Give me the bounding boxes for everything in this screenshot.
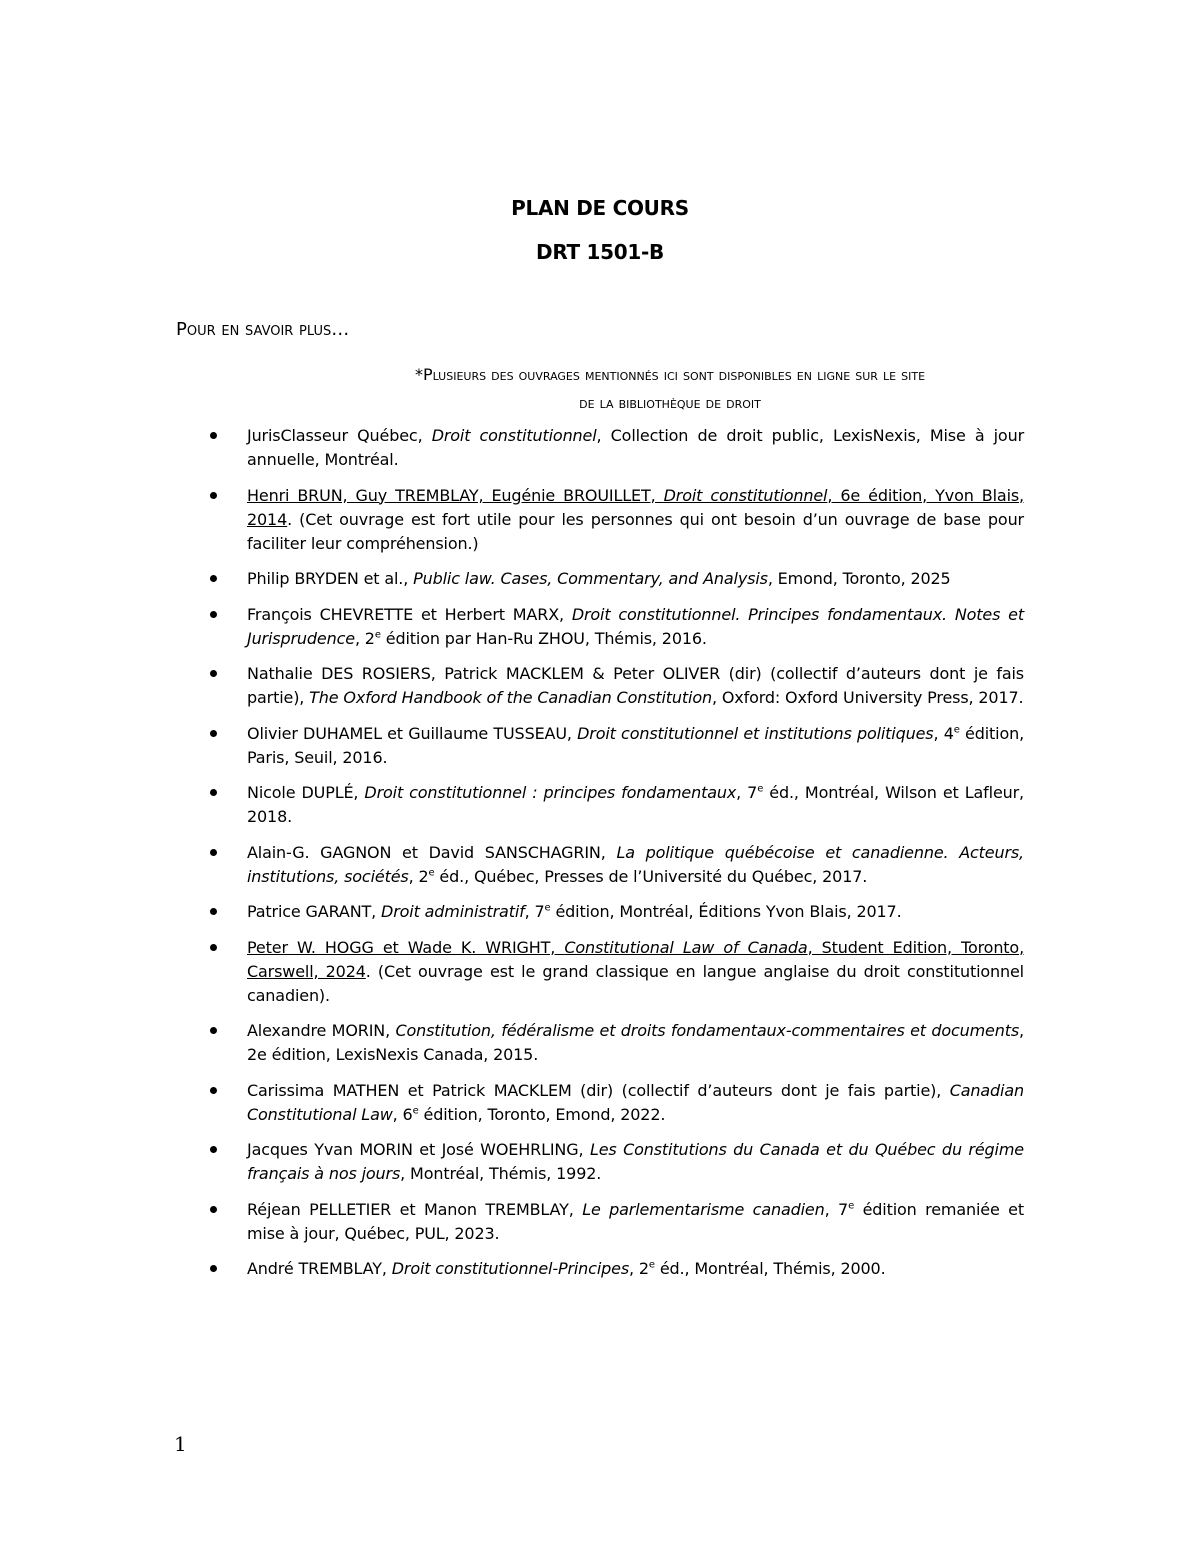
reference-authors: Carissima MATHEN et Patrick MACKLEM (dir) (collectif d’auteurs dont je fais partie), — [247, 1080, 950, 1100]
reference-list — [204, 424, 1024, 1293]
reference-edition: éd., Montréal, Thémis, 2000. — [654, 1259, 886, 1278]
reference-superscript: e — [412, 1105, 419, 1117]
reference-author-link[interactable]: Peter W. HOGG et Wade K. WRIGHT, — [247, 937, 565, 957]
reference-title: Public law. Cases, Commentary, and Analysis — [413, 569, 768, 588]
reference-item — [204, 722, 1024, 770]
reference-comment: . (Cet ouvrage est le grand classique en langue anglaise du droit constitutionnel canadien). — [247, 961, 1024, 1005]
bullet-icon — [210, 1265, 217, 1272]
reference-publication-link[interactable]: , Student Edition, Toronto, Carswell, 2024 — [247, 937, 1025, 981]
reference-details: , 7 — [824, 1199, 849, 1219]
reference-author-link[interactable]: Henri BRUN, Guy TREMBLAY, Eugénie BROUILLET, — [247, 485, 664, 505]
reference-item — [204, 1079, 1024, 1127]
availability-note — [300, 361, 1040, 417]
document-title: PLAN DE COURS — [511, 196, 689, 220]
reference-edition: éd., Québec, Presses de l’Université du Québec, 2017. — [434, 866, 868, 886]
reference-title: La politique québécoise et canadienne. Acteurs, institutions, sociétés — [247, 842, 1024, 886]
bullet-icon — [210, 1146, 217, 1153]
reference-authors: JurisClasseur Québec, — [247, 426, 432, 445]
reference-edition: édition par Han-Ru ZHOU, Thémis, 2016. — [380, 628, 707, 648]
reference-item — [204, 900, 1024, 924]
availability-note-line-2: de la bibliothèque de droit — [579, 393, 761, 412]
reference-item — [204, 567, 1024, 591]
reference-authors: Alexandre MORIN, — [247, 1021, 396, 1040]
reference-details: , 2e édition, LexisNexis Canada, 2015. — [247, 1021, 1024, 1064]
reference-authors: Patrice GARANT, — [247, 902, 382, 921]
reference-superscript: e — [544, 902, 551, 914]
reference-details: , Oxford: Oxford University Press, 2017. — [711, 688, 1024, 707]
reference-authors: Philip BRYDEN et al., — [247, 569, 414, 588]
bullet-icon — [210, 1087, 217, 1094]
reference-authors: Nicole DUPLÉ, — [247, 783, 365, 802]
bullet-icon — [210, 789, 217, 796]
reference-title-link[interactable]: Droit constitutionnel — [663, 485, 828, 505]
reference-title: Droit constitutionnel-Principes — [391, 1259, 629, 1278]
reference-details: , Emond, Toronto, 2025 — [767, 569, 951, 588]
reference-details: , 6 — [392, 1104, 413, 1124]
bullet-icon — [210, 730, 217, 737]
bullet-icon — [210, 1027, 217, 1034]
reference-superscript: e — [648, 1259, 655, 1271]
reference-details: , 2 — [354, 628, 375, 648]
reference-details: , 7 — [524, 902, 545, 921]
reference-superscript: e — [848, 1200, 855, 1212]
reference-edition: édition remaniée et mise à jour, Québec, PUL, 2023. — [247, 1199, 1024, 1243]
reference-title: Canadian Constitutional Law — [247, 1080, 1024, 1124]
reference-item — [204, 603, 1024, 651]
bullet-icon — [210, 492, 217, 499]
reference-title: The Oxford Handbook of the Canadian Constitution — [309, 688, 712, 707]
reference-item — [204, 484, 1024, 556]
reference-authors: François CHEVRETTE et Herbert MARX, — [247, 604, 572, 624]
reference-authors: Jacques Yvan MORIN et José WOEHRLING, — [247, 1140, 590, 1159]
bullet-icon — [210, 575, 217, 582]
reference-edition: édition, Toronto, Emond, 2022. — [418, 1104, 666, 1124]
reference-authors: Olivier DUHAMEL et Guillaume TUSSEAU, — [247, 723, 578, 743]
reference-item — [204, 1257, 1024, 1281]
reference-title: Droit constitutionnel : principes fondamentaux — [364, 783, 737, 802]
section-heading: Pour en savoir plus… — [176, 319, 350, 340]
reference-item — [204, 1019, 1024, 1067]
reference-publication-link[interactable]: , 6e édition, Yvon Blais, 2014 — [247, 485, 1024, 529]
reference-details: , Collection de droit public, LexisNexis, Mise à jour annuelle, Montréal. — [247, 426, 1024, 469]
page-number: 1 — [174, 1432, 187, 1456]
course-code: DRT 1501-B — [536, 240, 664, 264]
reference-details: , 2 — [408, 866, 429, 886]
reference-item — [204, 424, 1024, 472]
bullet-icon — [210, 432, 217, 439]
bullet-icon — [210, 670, 217, 677]
bullet-icon — [210, 944, 217, 951]
reference-details: , 4 — [933, 723, 954, 743]
bullet-icon — [210, 611, 217, 618]
reference-superscript: e — [374, 629, 381, 641]
reference-item — [204, 936, 1024, 1008]
reference-authors: André TREMBLAY, — [247, 1259, 392, 1278]
reference-title: Le parlementarisme canadien — [582, 1199, 825, 1219]
bullet-icon — [210, 849, 217, 856]
reference-item — [204, 662, 1024, 710]
reference-comment: . (Cet ouvrage est fort utile pour les personnes qui ont besoin d’un ouvrage de base pour faciliter leur compréhension.) — [247, 509, 1024, 553]
reference-title: Droit constitutionnel et institutions politiques — [577, 723, 934, 743]
reference-item — [204, 841, 1024, 889]
reference-details: , 7 — [736, 783, 758, 802]
reference-edition: édition, Paris, Seuil, 2016. — [247, 723, 1025, 767]
reference-edition: éd., Montréal, Wilson et Lafleur, 2018. — [247, 783, 1024, 826]
reference-superscript: e — [428, 867, 435, 879]
reference-authors: Réjean PELLETIER et Manon TREMBLAY, — [247, 1199, 583, 1219]
reference-edition: édition, Montréal, Éditions Yvon Blais, 2017. — [550, 902, 902, 921]
reference-item — [204, 781, 1024, 829]
reference-title: Constitution, fédéralisme et droits fondamentaux-commentaires et documents — [395, 1021, 1020, 1040]
bullet-icon — [210, 908, 217, 915]
reference-details: , Montréal, Thémis, 1992. — [400, 1164, 602, 1183]
reference-title-link[interactable]: Constitutional Law of Canada — [564, 937, 808, 957]
reference-superscript: e — [953, 724, 960, 736]
reference-item — [204, 1138, 1024, 1186]
reference-title: Droit constitutionnel — [431, 426, 597, 445]
availability-note-line-1: *Plusieurs des ouvrages mentionnés ici sont disponibles en ligne sur le site — [414, 365, 926, 384]
bullet-icon — [210, 1206, 217, 1213]
reference-item — [204, 1198, 1024, 1246]
reference-details: , 2 — [629, 1259, 649, 1278]
reference-title: Droit administratif — [381, 902, 525, 921]
reference-title: Les Constitutions du Canada et du Québec du régime français à nos jours — [247, 1140, 1024, 1183]
reference-superscript: e — [757, 783, 764, 795]
reference-authors: Nathalie DES ROSIERS, Patrick MACKLEM & Peter OLIVER (dir) (collectif d’auteurs dont je fais partie), — [247, 664, 1024, 707]
reference-authors: Alain-G. GAGNON et David SANSCHAGRIN, — [247, 842, 617, 862]
reference-title: Droit constitutionnel. Principes fondamentaux. Notes et Jurisprudence — [247, 604, 1024, 648]
